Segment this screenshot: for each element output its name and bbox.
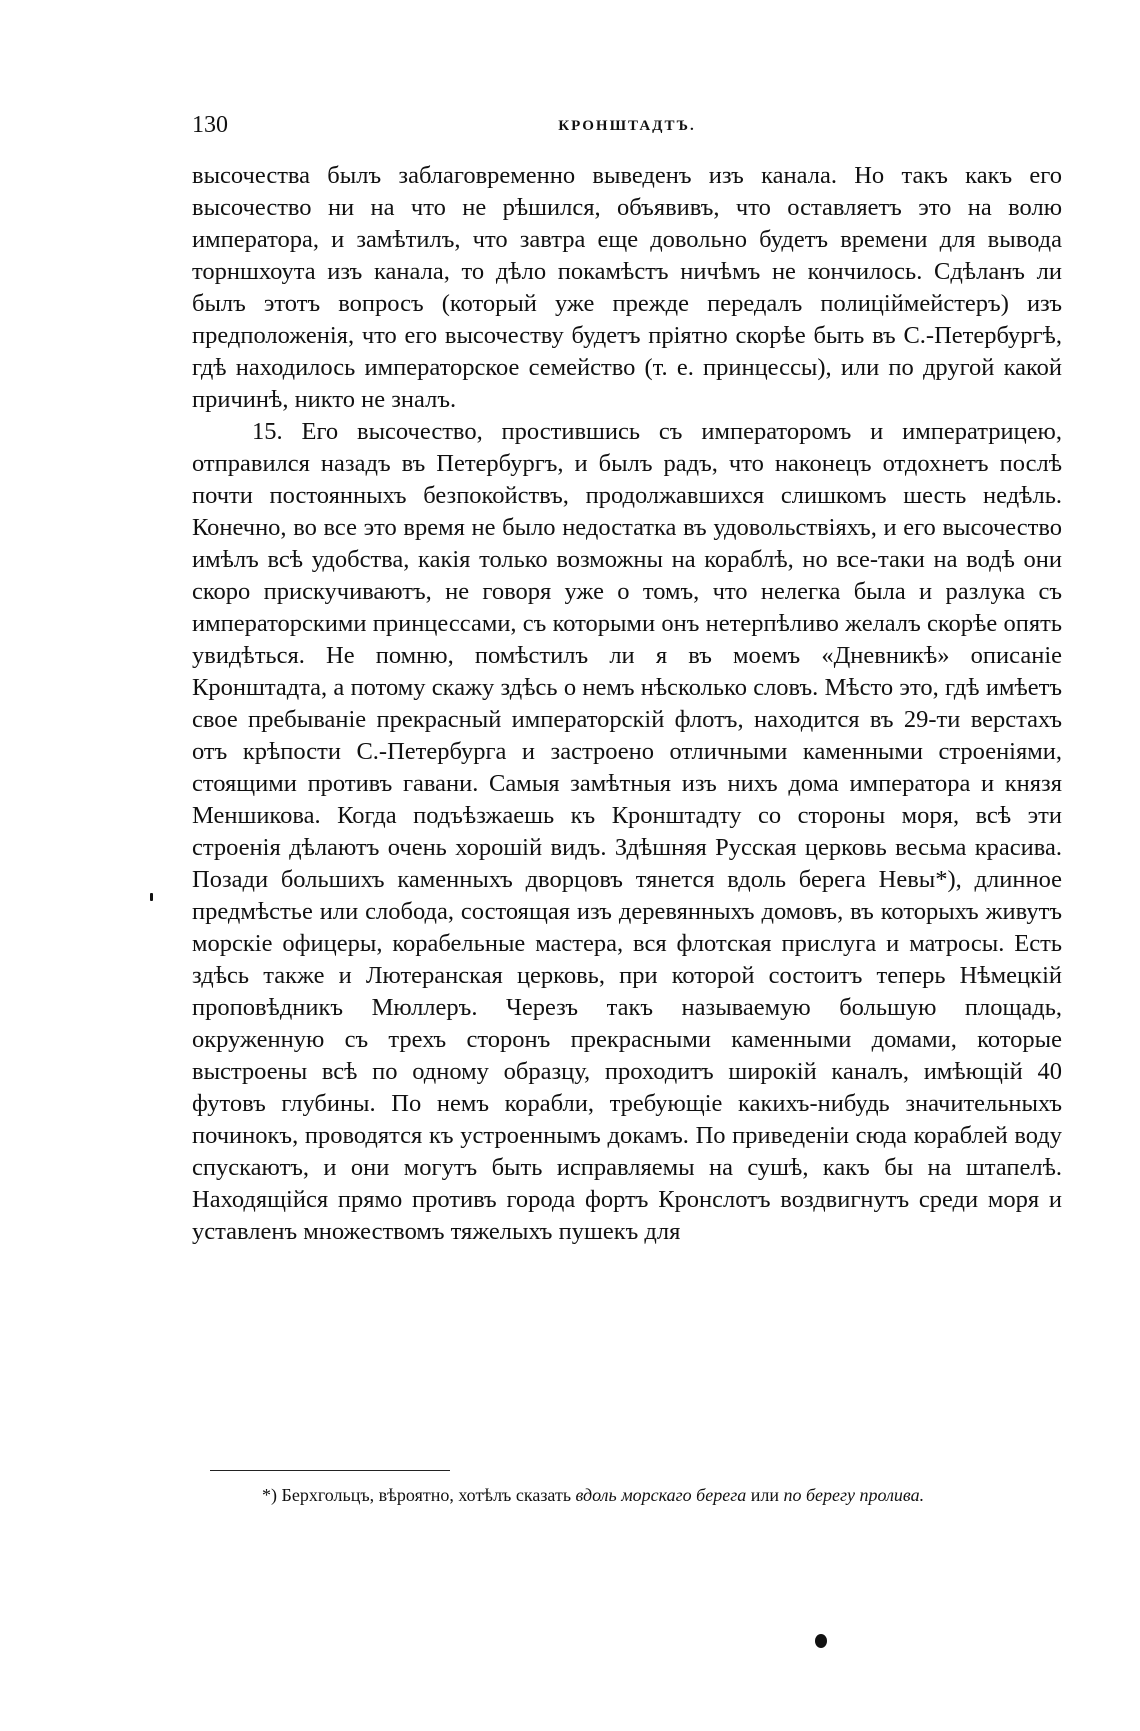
main-text xyxy=(192,160,1062,1248)
footnote-text-mid: или xyxy=(746,1485,784,1505)
footnote-divider xyxy=(210,1470,450,1471)
ink-speck-small xyxy=(150,893,153,901)
footnote xyxy=(192,1482,1062,1509)
footnote-italic-phrase-2: по берегу пролива. xyxy=(783,1485,925,1505)
page-header xyxy=(192,112,1062,152)
paragraph-15: 15. Его высочество, простившись съ императоромъ и императрицею, отправился назадъ въ Петербургъ, и былъ радъ, что наконецъ отдохнетъ послѣ почти постоянныхъ безпокойствъ, продолжавшихся слишкомъ шесть недѣль. Конечно, во все это время не было недостатка въ удовольствіяхъ, и его высочество имѣлъ всѣ удобства, какія только возможны на кораблѣ, но все-таки на водѣ они скоро прискучиваютъ, не говоря уже о томъ, что нелегка была и разлука съ императорскими принцессами, съ которыми онъ нетерпѣливо желалъ скорѣе опять увидѣться. Не помню, помѣстилъ ли я въ моемъ «Дневникѣ» описаніе Кронштадта, а потому скажу здѣсь о немъ нѣсколько словъ. Мѣсто это, гдѣ имѣетъ свое пребываніе прекрасный императорскій флотъ, находится въ 29-ти верстахъ отъ крѣпости С.-Петербурга и застроено отличными каменными строеніями, стоящими противъ гавани. Самыя замѣтныя изъ нихъ дома императора и князя Меншикова. Когда подъѣзжаешь къ Кронштадту со стороны моря, всѣ эти строенія дѣлаютъ очень хорошій видъ. Здѣшняя Русская церковь весьма красива. Позади большихъ каменныхъ дворцовъ тянется вдоль берега Невы*), длинное предмѣстье или слобода, состоящая изъ деревянныхъ домовъ, въ которыхъ живутъ морскіе офицеры, корабельные мастера, вся флотская прислуга и матросы. Есть здѣсь также и Лютеранская церковь, при которой состоитъ теперь Нѣмецкій проповѣдникъ Мюллеръ. Черезъ такъ называемую большую площадь, окруженную съ трехъ сторонъ прекрасными каменными домами, которые выстроены всѣ по одному образцу, проходитъ широкій каналъ, имѣющій 40 футовъ глубины. По немъ корабли, требующіе какихъ-нибудь значительныхъ починокъ, проводятся къ устроеннымъ докамъ. По приведеніи сюда кораблей воду спускаютъ, и они могутъ быть исправляемы на сушѣ, какъ бы на штапелѣ. Находящійся прямо противъ города фортъ Кронслотъ воздвигнутъ среди моря и уставленъ множествомъ тяжелыхъ пушекъ для xyxy=(192,418,1062,1245)
footnote-marker: *) xyxy=(262,1485,277,1505)
footnote-text: Берхгольцъ, вѣроятно, хотѣлъ сказать xyxy=(277,1485,576,1505)
running-title: КРОНШТАДТЪ. xyxy=(558,118,696,134)
paragraph-continuation: высочества былъ заблаговременно выведенъ изъ канала. Но такъ какъ его высочество ни на что не рѣшился, объявивъ, что оставляетъ это на волю императора, и замѣтилъ, что завтра еще довольно будетъ времени для вывода торншхоута изъ канала, то дѣло покамѣстъ ничѣмъ не кончилось. Сдѣланъ ли былъ этотъ вопросъ (который уже прежде передалъ полиціймейстеръ) изъ предположенія, что его высочеству будетъ пріятно скорѣе быть въ С.-Петербургѣ, гдѣ находилось императорское семейство (т. е. принцессы), или по другой какой причинѣ, никто не зналъ. xyxy=(192,162,1062,413)
footnote-italic-phrase: вдоль морскаго берега xyxy=(575,1485,747,1505)
page-number: 130 xyxy=(192,112,228,138)
ink-speck xyxy=(815,1634,827,1648)
